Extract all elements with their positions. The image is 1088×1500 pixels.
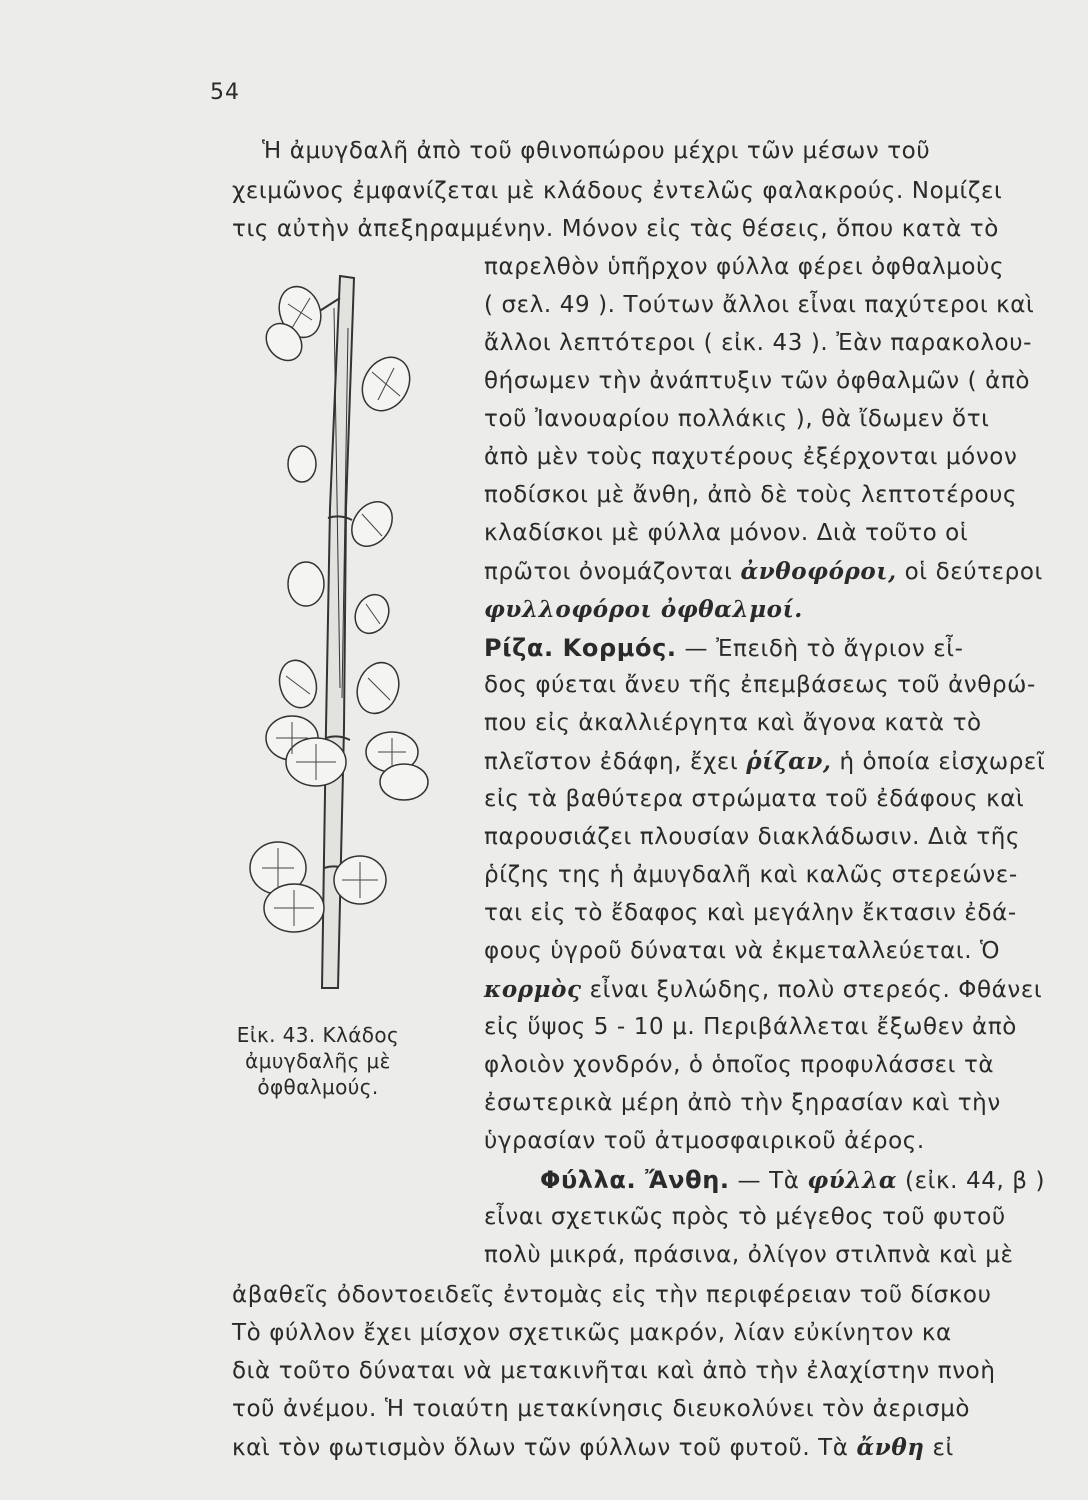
intro-line-2: χειμῶνος ἐμφανίζεται μὲ κλάδους ἐντελῶς φαλακρούς. Νομίζει xyxy=(232,178,1003,204)
side-line xyxy=(484,598,803,622)
term-kormos: κορμὸς xyxy=(484,976,582,1003)
side-line: δος φύεται ἄνευ τῆς ἐπεμβάσεως τοῦ ἀνθρώ- xyxy=(484,672,1036,698)
intro-line-1: Ἡ ἀμυγδαλῆ ἀπὸ τοῦ φθινοπώρου μέχρι τῶν μέσων τοῦ xyxy=(262,138,931,164)
page-number: 54 xyxy=(210,80,240,105)
side-line: ἀπὸ μὲν τοὺς παχυτέρους ἐξέρχονται μόνον xyxy=(484,444,1018,470)
bottom-line: ἀβαθεῖς ὀδοντοειδεῖς ἐντομὰς εἰς τὴν περιφέρειαν τοῦ δίσκου xyxy=(232,1282,992,1308)
text-span: — Τὰ xyxy=(729,1168,808,1194)
section-heading-root-trunk: Ρίζα. Κορμός. xyxy=(484,634,677,662)
side-line: ἐσωτερικὰ μέρη ἀπὸ τὴν ξηρασίαν καὶ τὴν xyxy=(484,1090,1001,1116)
side-line: ποδίσκοι μὲ ἄνθη, ἀπὸ δὲ τοὺς λεπτοτέρους xyxy=(484,482,1018,508)
side-line: κλαδίσκοι μὲ φύλλα μόνον. Διὰ τοῦτο οἱ xyxy=(484,520,969,546)
intro-line-3: τις αὐτὴν ἀπεξηραμμένην. Μόνον εἰς τὰς θέσεις, ὅπου κατὰ τὸ xyxy=(232,216,999,242)
almond-branch-illustration xyxy=(222,268,462,1008)
side-line: ται εἰς τὸ ἔδαφος καὶ μεγάλην ἔκτασιν ἐδά- xyxy=(484,900,1017,926)
bottom-line xyxy=(232,1436,954,1460)
caption-line-3: ὀφθαλμούς. xyxy=(257,1075,379,1099)
side-line: ὑγρασίαν τοῦ ἀτμοσφαιρικοῦ ἀέρος. xyxy=(484,1128,925,1154)
caption-line-1: Εἰκ. 43. Κλάδος xyxy=(236,1023,400,1047)
side-line xyxy=(484,978,1042,1002)
side-line: παρουσιάζει πλουσίαν διακλάδωσιν. Διὰ τῆς xyxy=(484,824,1021,850)
side-line xyxy=(484,636,964,661)
term-rizan: ῥίζαν, xyxy=(746,748,832,775)
side-line: ῥίζης της ἡ ἀμυγδαλῆ καὶ καλῶς στερεώνε- xyxy=(484,862,1018,888)
side-line: πολὺ μικρά, πράσινα, ὀλίγον στιλπνὰ καὶ μὲ xyxy=(484,1242,1014,1268)
side-line: εἰς τὰ βαθύτερα στρώματα τοῦ ἐδάφους καὶ xyxy=(484,786,1025,812)
term-anthophoroi: ἀνθοφόροι, xyxy=(740,558,897,585)
side-line xyxy=(540,1168,1045,1193)
side-line: που εἰς ἀκαλλιέργητα καὶ ἄγονα κατὰ τὸ xyxy=(484,710,982,736)
side-line xyxy=(484,560,1043,584)
text-span: εἶναι ξυλώδης, πολὺ στερεός. Φθάνει xyxy=(581,977,1043,1003)
text-span: πλεῖστον ἐδάφη, ἔχει xyxy=(484,749,747,775)
side-line: ἄλλοι λεπτότεροι ( εἰκ. 43 ). Ἐὰν παρακολου- xyxy=(484,330,1033,356)
text-span: οἱ δεύτεροι xyxy=(896,559,1043,585)
text-span: εἰ xyxy=(924,1435,954,1461)
side-line: ( σελ. 49 ). Τούτων ἄλλοι εἶναι παχύτεροι καὶ xyxy=(484,292,1035,318)
side-line: εἶναι σχετικῶς πρὸς τὸ μέγεθος τοῦ φυτοῦ xyxy=(484,1204,1006,1230)
text-span: — Ἐπειδὴ τὸ ἄγριον εἶ- xyxy=(676,636,964,662)
side-line: φους ὑγροῦ δύναται νὰ ἐκμεταλλεύεται. Ὁ xyxy=(484,938,1001,964)
term-fylla: φύλλα xyxy=(807,1167,898,1194)
text-span: καὶ τὸν φωτισμὸν ὅλων τῶν φύλλων τοῦ φυτοῦ. Τὰ xyxy=(232,1435,857,1461)
text-span: πρῶτοι ὀνομάζονται xyxy=(484,559,741,585)
bottom-line: διὰ τοῦτο δύναται νὰ μετακινῆται καὶ ἀπὸ τὴν ἐλαχίστην πνοὴ xyxy=(232,1358,996,1384)
side-line xyxy=(484,750,1045,774)
side-line: εἰς ὕψος 5 - 10 μ. Περιβάλλεται ἔξωθεν ἀπὸ xyxy=(484,1014,1017,1040)
bottom-line: τοῦ ἀνέμου. Ἡ τοιαύτη μετακίνησις διευκολύνει τὸν ἀερισμὸ xyxy=(232,1396,971,1422)
text-span: ἡ ὁποία εἰσχωρεῖ xyxy=(831,749,1046,775)
section-heading-leaves-flowers: Φύλλα. Ἄνθη. xyxy=(540,1166,730,1194)
side-line: φλοιὸν χονδρόν, ὁ ὁποῖος προφυλάσσει τὰ xyxy=(484,1052,995,1078)
caption-line-2: ἀμυγδαλῆς μὲ xyxy=(245,1049,391,1073)
text-span: (εἰκ. 44, β ) xyxy=(897,1168,1046,1194)
bottom-line: Τὸ φύλλον ἔχει μίσχον σχετικῶς μακρόν, λίαν εὐκίνητον κα xyxy=(232,1320,952,1346)
figure-caption xyxy=(228,1022,408,1100)
term-anthi: ἄνθη xyxy=(856,1434,925,1461)
term-fyllophoroi: φυλλοφόροι ὀφθαλμοί. xyxy=(484,596,803,623)
side-line: θήσωμεν τὴν ἀνάπτυξιν τῶν ὀφθαλμῶν ( ἀπὸ xyxy=(484,368,1031,394)
side-line: τοῦ Ἰανουαρίου πολλάκις ), θὰ ἴδωμεν ὅτι xyxy=(484,406,990,432)
side-line: παρελθὸν ὑπῆρχον φύλλα φέρει ὀφθαλμοὺς xyxy=(484,254,1005,280)
